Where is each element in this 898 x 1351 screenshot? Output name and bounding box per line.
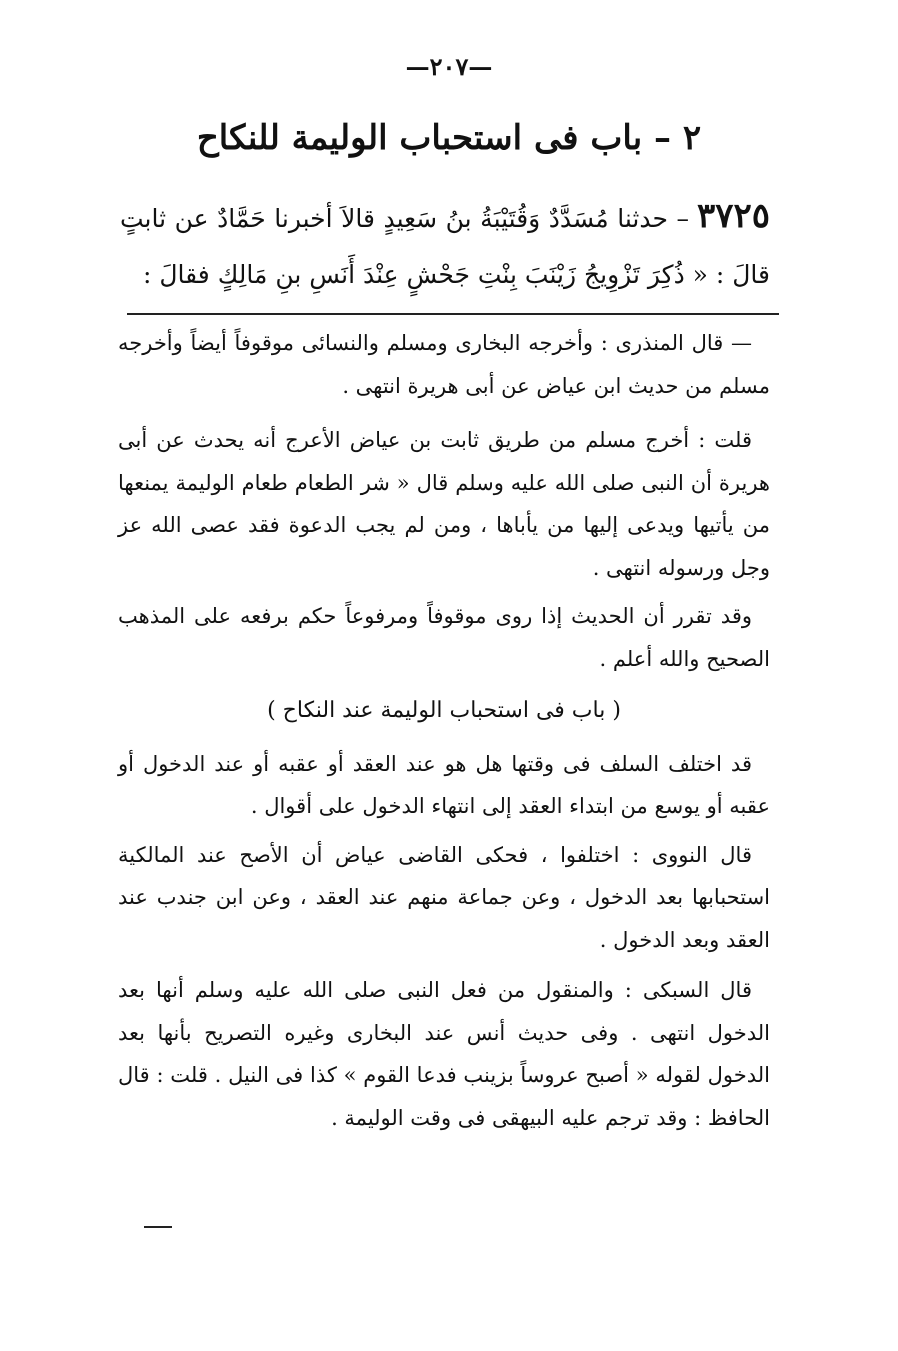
hadith-body: – حدثنا مُسَدَّدٌ وَقُتَيْبَةُ بنُ سَعِيدٍ قالاَ أخبرنا حَمَّادٌ عن ثابتٍ قالَ : « ذُكِرَ تَزْوِيجُ زَيْنَبَ بِنْتِ جَحْشٍ عِنْدَ أَنَسِ بنِ مَالِكٍ فقالَ : <box>120 204 770 289</box>
footnote-divider <box>127 313 779 315</box>
end-dash <box>144 1226 172 1228</box>
commentary-paragraph-muslim: قلت : أخرج مسلم من طريق ثابت بن عياض الأعرج أنه يحدث عن أبى هريرة أن النبى صلى الله عليه وسلم قال « شر الطعام طعام الوليمة يمنعها من يأتيها ويدعى إليها من يأباها ، ومن لم يجب الدعوة فقد عصى الله عز وجل ورسوله انتهى . <box>118 428 770 580</box>
hadith-number: ٣٧٢٥ <box>696 196 770 236</box>
section-sub-heading: ( باب فى استحباب الوليمة عند النكاح ) <box>267 698 621 723</box>
page-number: —٢٠٧— <box>405 52 493 81</box>
hadith-text <box>120 188 770 303</box>
chapter-title: ٢ – باب فى استحباب الوليمة للنكاح <box>196 118 702 158</box>
commentary-paragraph-mundhiri: — قال المنذرى : وأخرجه البخارى ومسلم والنسائى موقوفاً أيضاً وأخرجه مسلم من حديث ابن عياض عن أبى هريرة انتهى . <box>118 331 770 398</box>
commentary-paragraph-nawawi: قال النووى : اختلفوا ، فحكى القاضى عياض أن الأصح عند المالكية استحبابها بعد الدخول ، وعن جماعة منهم عند العقد ، وعن ابن جندب عند العقد وبعد الدخول . <box>118 842 770 952</box>
commentary-paragraph-subki: قال السبكى : والمنقول من فعل النبى صلى الله عليه وسلم أنها بعد الدخول انتهى . وفى حديث أنس عند البخارى وغيره التصريح بأنها بعد الدخول لقوله « أصبح عروساً بزينب فدعا القوم » كذا فى النيل . قلت : قال الحافظ : وقد ترجم عليه البيهقى فى وقت الوليمة . <box>118 978 770 1130</box>
commentary-paragraph-ruling: وقد تقرر أن الحديث إذا روى موقوفاً ومرفوعاً حكم برفعه على المذهب الصحيح والله أعلم . <box>118 604 770 671</box>
commentary-section <box>118 322 770 1139</box>
commentary-paragraph-salaf: قد اختلف السلف فى وقتها هل هو عند العقد أو عقبه أو عند الدخول أو عقبه أو يوسع من ابتداء العقد إلى انتهاء الدخول على أقوال . <box>118 751 770 818</box>
